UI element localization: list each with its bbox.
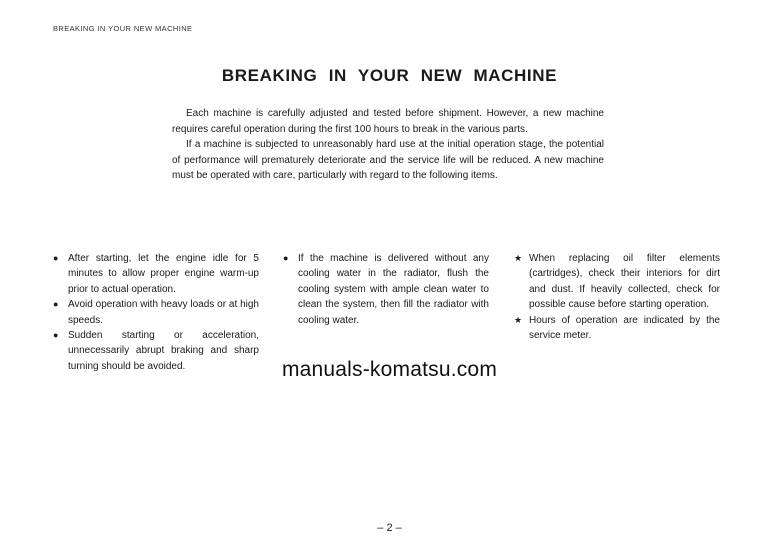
bullet-dot-icon: ● [53,253,59,263]
star-icon: ★ [514,314,523,325]
list-item [514,251,720,313]
intro-paragraph: If a machine is subjected to unreasonably hard use at the initial operation stage, the potential of performance will prematurely deteriorate and the service life will be reduced. A new machine must be operated with care, particularly with regard to the following items. [172,139,604,182]
page-number: – 2 – [377,522,402,534]
running-header: BREAKING IN YOUR NEW MACHINE [53,24,193,33]
list-item-text: When replacing oil filter elements (cartridges), check their interiors for dirt and dust. If heavily collected, check for possible cause before starting operation. [529,253,720,311]
column-right [514,251,720,343]
intro-paragraph: Each machine is carefully adjusted and tested before shipment. However, a new machine requires careful operation during the first 100 hours to break in the various parts. [172,108,604,135]
list-item-text: After starting, let the engine idle for 5 minutes to allow proper engine warm-up prior to actual operation. [68,253,259,295]
column-middle [283,251,489,328]
bullet-dot-icon: ● [283,253,289,263]
list-item [53,251,259,297]
watermark-text: manuals-komatsu.com [281,358,498,381]
page-title: BREAKING IN YOUR NEW MACHINE [221,66,558,85]
list-item [514,313,720,344]
column-left [53,251,259,374]
bullet-dot-icon: ● [53,299,59,310]
list-item-text: Hours of operation are indicated by the service meter. [529,314,720,342]
list-item-text: Avoid operation with heavy loads or at high speeds. [68,299,259,326]
list-item-text: Sudden starting or acceleration, unnecessarily abrupt braking and sharp turning should be avoided. [68,330,259,372]
list-item-text: If the machine is delivered without any cooling water in the radiator, flush the cooling system with ample clean water to clean the system, then fill the radiator with cooling water. [298,253,489,326]
star-icon: ★ [514,253,523,263]
intro-text [172,106,604,184]
list-item [283,251,489,328]
list-item [53,297,259,328]
bullet-dot-icon: ● [53,330,59,341]
